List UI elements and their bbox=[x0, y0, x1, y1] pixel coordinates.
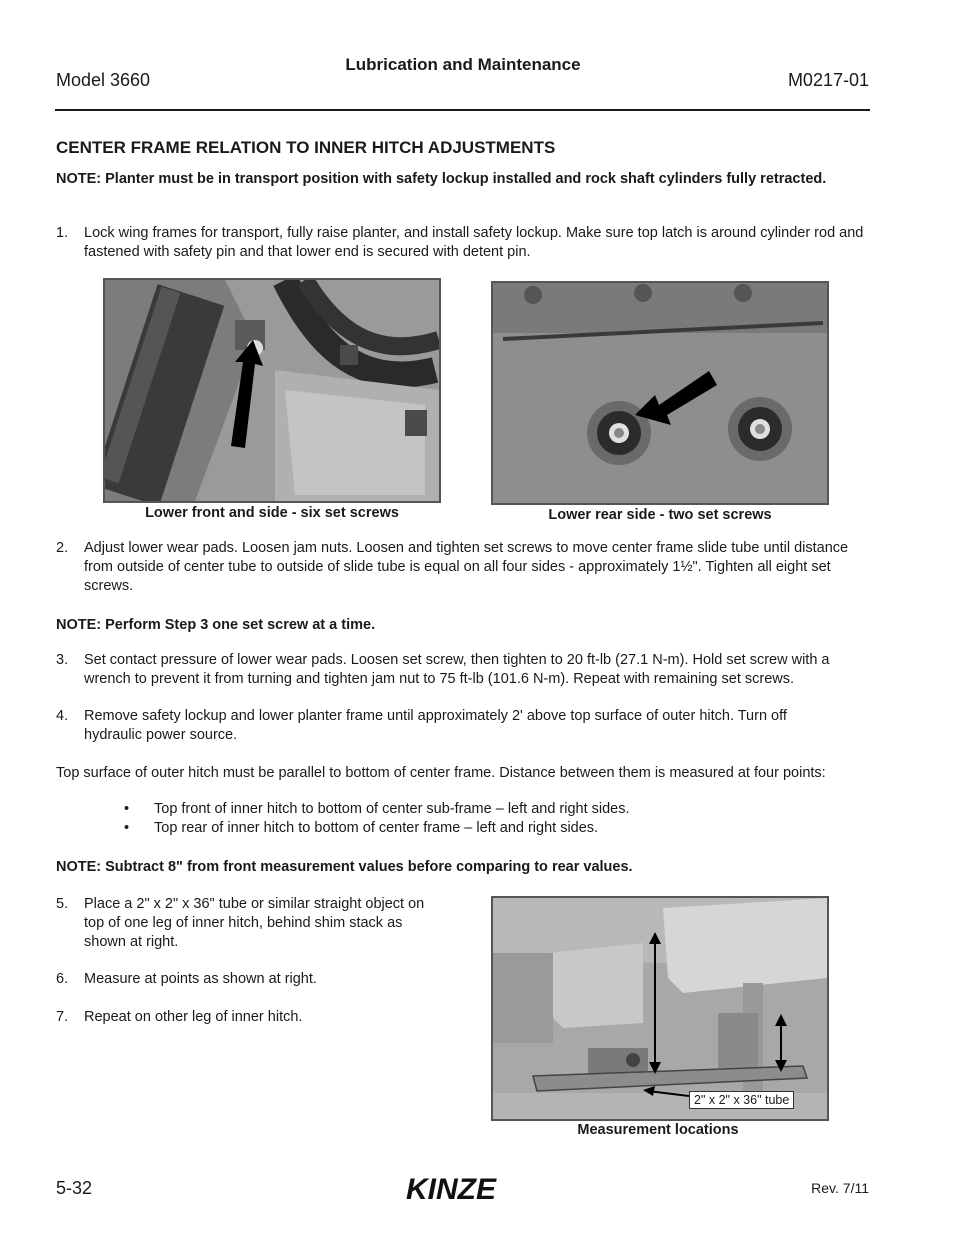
photo-lower-front-image bbox=[105, 280, 439, 501]
photo-measurement-caption: Measurement locations bbox=[577, 1122, 739, 1138]
step-number: 4. bbox=[56, 708, 69, 724]
revision: Rev. 7/11 bbox=[811, 1180, 869, 1196]
bullet-symbol: • bbox=[124, 820, 130, 836]
header-section-title: Lubrication and Maintenance bbox=[345, 55, 581, 74]
step-number: 6. bbox=[56, 971, 69, 987]
bullet-symbol: • bbox=[124, 801, 130, 817]
photo-lower-front bbox=[103, 278, 441, 503]
step-text: Adjust lower wear pads. Loosen jam nuts. Loosen and tighten set screws to move center frame slide tube until distance from outside of center tube to outside of slide tube is equal on all four sides - approximately 1½". Tighten all eight set screws. bbox=[84, 540, 849, 594]
step-2 bbox=[56, 539, 868, 596]
step-text: Remove safety lockup and lower planter frame until approximately 2' above top surface of outer hitch. Turn off hydraulic power source. bbox=[84, 708, 787, 743]
step-3 bbox=[56, 651, 868, 689]
photo-measurement-image bbox=[493, 898, 827, 1119]
section-title: CENTER FRAME RELATION TO INNER HITCH ADJUSTMENTS bbox=[56, 138, 556, 157]
header-rule bbox=[55, 109, 870, 111]
bullet-text: Top front of inner hitch to bottom of center sub-frame – left and right sides. bbox=[154, 801, 630, 817]
photo-measurement bbox=[491, 896, 829, 1121]
photo-lower-front-caption: Lower front and side - six set screws bbox=[145, 505, 399, 521]
note-subtract: NOTE: Subtract 8" from front measurement values before comparing to rear values. bbox=[56, 859, 633, 875]
photo-lower-rear-image bbox=[493, 283, 827, 503]
step-text: Measure at points as shown at right. bbox=[84, 971, 317, 987]
step-4 bbox=[56, 707, 868, 745]
logo-text: KINZE bbox=[406, 1173, 496, 1206]
step-text: Lock wing frames for transport, fully raise planter, and install safety lockup. Make sure top latch is around cylinder rod and fastened with safety pin and that lower end is secured with detent pin. bbox=[84, 225, 864, 260]
note-step-3: NOTE: Perform Step 3 one set screw at a time. bbox=[56, 617, 376, 633]
photo-lower-rear bbox=[491, 281, 829, 505]
paragraph-measurement: Top surface of outer hitch must be parallel to bottom of center frame. Distance between them is measured at four points: bbox=[56, 765, 826, 781]
step-text: Repeat on other leg of inner hitch. bbox=[84, 1009, 303, 1025]
step-text: Place a 2" x 2" x 36" tube or similar straight object on top of one leg of inner hitch, behind shim stack as shown at right. bbox=[84, 896, 425, 950]
step-number: 3. bbox=[56, 652, 69, 668]
page-number: 5-32 bbox=[56, 1178, 93, 1198]
photo-lower-rear-caption: Lower rear side - two set screws bbox=[548, 507, 772, 523]
step-number: 1. bbox=[56, 225, 69, 241]
header-doc-number: M0217-01 bbox=[787, 70, 869, 90]
header-model: Model 3660 bbox=[56, 70, 151, 90]
step-7 bbox=[56, 1008, 436, 1027]
kinze-logo-mark bbox=[404, 1170, 524, 1206]
note-transport-position: NOTE: Planter must be in transport position with safety lockup installed and rock shaft cylinders fully retracted. bbox=[56, 171, 827, 187]
tube-callout-label: 2" x 2" x 36" tube bbox=[689, 1091, 794, 1109]
step-number: 2. bbox=[56, 540, 69, 556]
step-5 bbox=[56, 895, 436, 952]
step-6 bbox=[56, 970, 436, 989]
bullet-text: Top rear of inner hitch to bottom of center frame – left and right sides. bbox=[154, 820, 599, 836]
step-number: 7. bbox=[56, 1009, 69, 1025]
step-text: Set contact pressure of lower wear pads. Loosen set screw, then tighten to 20 ft-lb (27.1 N-m). Hold set screw with a wrench to prevent it from turning and tighten jam nut to 75 ft-lb (101.6 N-m). Repeat with remaining set screws. bbox=[84, 652, 830, 687]
kinze-logo bbox=[404, 1170, 524, 1211]
step-1 bbox=[56, 224, 868, 262]
step-number: 5. bbox=[56, 896, 69, 912]
